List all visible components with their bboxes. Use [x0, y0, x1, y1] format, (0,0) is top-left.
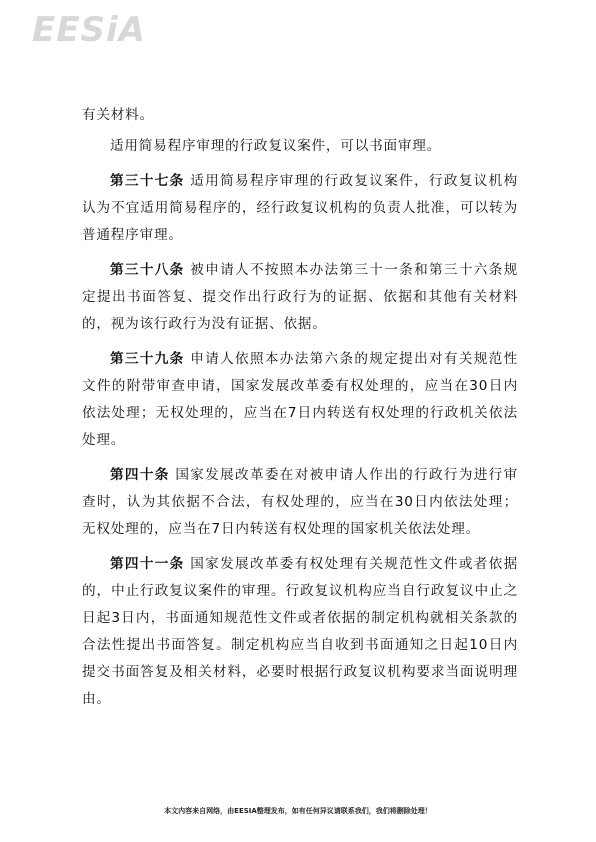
paragraph-text: 有关材料。 [82, 107, 154, 123]
article-38 [82, 257, 518, 338]
article-label: 第三十八条 [110, 262, 185, 278]
article-41 [82, 551, 518, 713]
article-39 [82, 346, 518, 454]
article-label: 第四十一条 [110, 556, 185, 572]
paragraph-text: 适用简易程序审理的行政复议案件，可以书面审理。 [110, 138, 442, 154]
article-text: 国家发展改革委在对被申请人作出的行政行为进行审查时，认为其依据不合法，有权处理的，应当在30日内依法处理；无权处理的，应当在7日内转送有权处理的国家机关依法处理。 [82, 467, 518, 537]
article-40 [82, 462, 518, 543]
article-label: 第三十九条 [110, 351, 185, 367]
article-text: 适用简易程序审理的行政复议案件，行政复议机构认为不宜适用简易程序的，经行政复议机构的负责人批准，可以转为普通程序审理。 [82, 173, 518, 243]
article-text: 国家发展改革委有权处理有关规范性文件或者依据的，中止行政复议案件的审理。行政复议机构应当自行政复议中止之日起3日内，书面通知规范性文件或者依据的制定机构就相关条款的合法性提出书面答复。制定机构应当自收到书面通知之日起10日内提交书面答复及相关材料，必要时根据行政复议机构要求当面说明理由。 [82, 556, 518, 707]
paragraph [82, 102, 518, 129]
watermark-logo: EESiA [32, 10, 146, 50]
document-body [82, 102, 518, 713]
footer-disclaimer: 本文内容来自网络，由EESIA整理发布，如有任何异议请联系我们，我们将删除处理！ [164, 807, 432, 815]
article-label: 第四十条 [110, 467, 170, 483]
article-text: 申请人依照本办法第六条的规定提出对有关规范性文件的附带审查申请，国家发展改革委有权处理的，应当在30日内依法处理；无权处理的，应当在7日内转送有权处理的行政机关依法处理。 [82, 351, 518, 448]
article-label: 第三十七条 [110, 173, 185, 189]
paragraph [82, 133, 518, 160]
article-37 [82, 168, 518, 249]
article-text: 被申请人不按照本办法第三十一条和第三十六条规定提出书面答复、提交作出行政行为的证据、依据和其他有关材料的，视为该行政行为没有证据、依据。 [82, 262, 518, 332]
